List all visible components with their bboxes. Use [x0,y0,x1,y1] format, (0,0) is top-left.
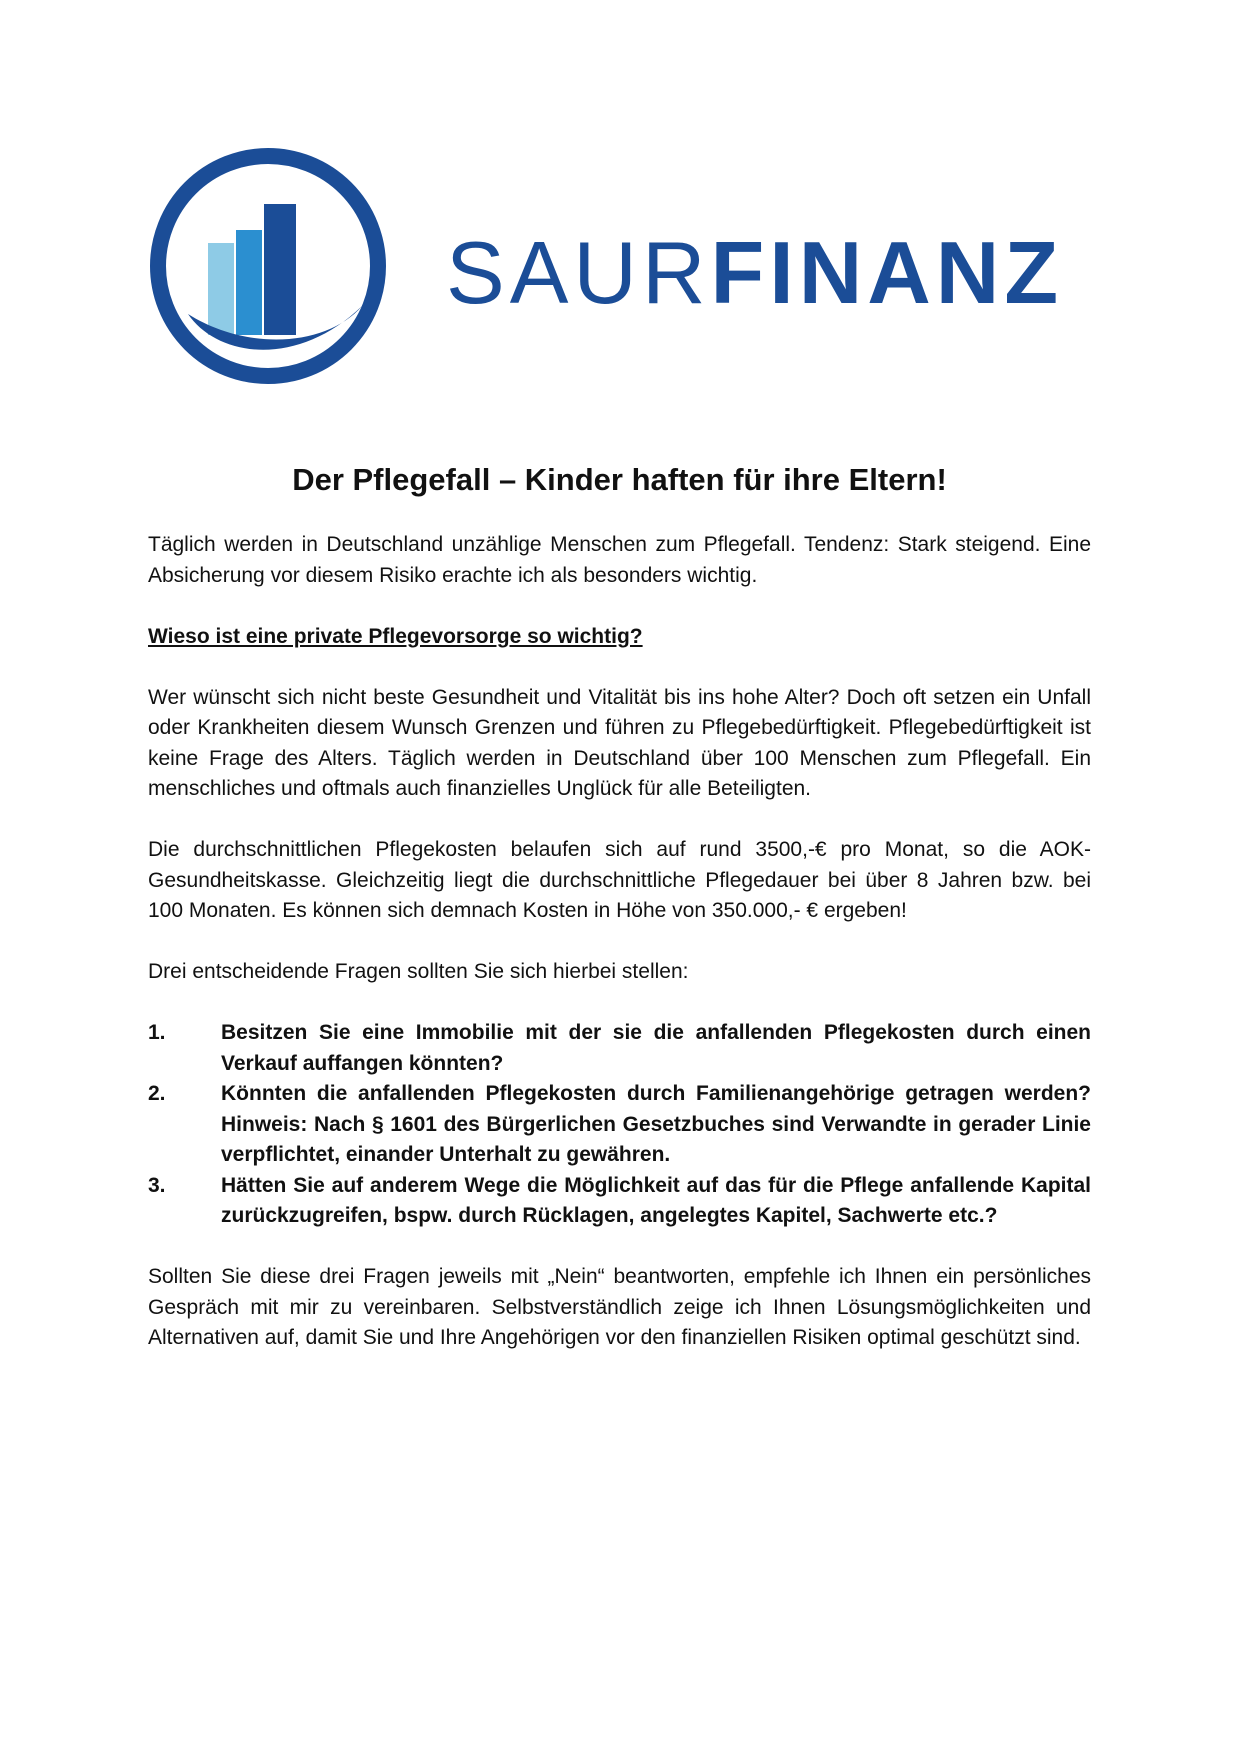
list-item [148,1079,1091,1171]
list-item-number: 1. [148,1021,166,1045]
list-item [148,1171,1091,1232]
company-logo [148,146,1064,386]
document-body [148,460,1091,1354]
list-item-text: Hätten Sie auf anderem Wege die Möglichkeit auf das für die Pflege anfallende Kapital zurückzugreifen, bspw. durch Rücklagen, angelegtes Kapitel, Sachwerte etc.? [221,1173,1091,1228]
section-heading: Wieso ist eine private Pflegevorsorge so wichtig? [148,624,643,648]
paragraph-costs: Die durchschnittlichen Pflegekosten belaufen sich auf rund 3500,-€ pro Monat, so die AOK-Gesundheitskasse. Gleichzeitig liegt die durchschnittliche Pflegedauer bei über 8 Jahren bzw. bei 100 Monaten. Es können sich demnach Kosten in Höhe von 350.000,- € ergeben! [148,838,1091,923]
company-wordmark [446,223,1064,322]
list-item [148,1018,1091,1079]
list-item-text: Könnten die anfallenden Pflegekosten durch Familienangehörige getragen werden? Hinweis: Nach § 1601 des Bürgerlichen Gesetzbuches sind Verwandte in gerader Linie verpflichtet, einander Unterhalt zu gewähren. [221,1082,1091,1167]
page-title: Der Pflegefall – Kinder haften für ihre Eltern! [292,462,947,497]
paragraph-health: Wer wünscht sich nicht beste Gesundheit und Vitalität bis ins hohe Alter? Doch oft setzen ein Unfall oder Krankheiten diesem Wunsch Grenzen und führen zu Pflegebedürftigkeit. Pflegebedürftigkeit ist keine Frage des Alters. Täglich werden in Deutschland über 100 Menschen zum Pflegefall. Ein menschliches und oftmals auch finanzielles Unglück für alle Beteiligten. [148,685,1091,801]
wordmark-bold: FINANZ [710,223,1064,322]
list-item-number: 3. [148,1173,166,1197]
list-item-text: Besitzen Sie eine Immobilie mit der sie die anfallenden Pflegekosten durch einen Verkauf auffangen könnten? [221,1021,1091,1075]
list-item-number: 2. [148,1082,166,1106]
intro-paragraph: Täglich werden in Deutschland unzählige Menschen zum Pflegefall. Tendenz: Stark steigend. Eine Absicherung vor diesem Risiko erachte ich als besonders wichtig. [148,533,1091,587]
closing-paragraph: Sollten Sie diese drei Fragen jeweils mit „Nein“ beantworten, empfehle ich Ihnen ein persönliches Gespräch mit mir zu vereinbaren. Selbstverständlich zeige ich Ihnen Lösungsmöglichkeiten und Alternativen auf, damit Sie und Ihre Angehörigen vor den finanziellen Risiken optimal geschützt sind. [148,1265,1091,1350]
question-list [148,1018,1091,1232]
paragraph-questions-intro: Drei entscheidende Fragen sollten Sie sich hierbei stellen: [148,960,689,984]
wordmark-light: SAUR [446,223,711,322]
bar-chart-circle-logo-icon [148,146,388,386]
